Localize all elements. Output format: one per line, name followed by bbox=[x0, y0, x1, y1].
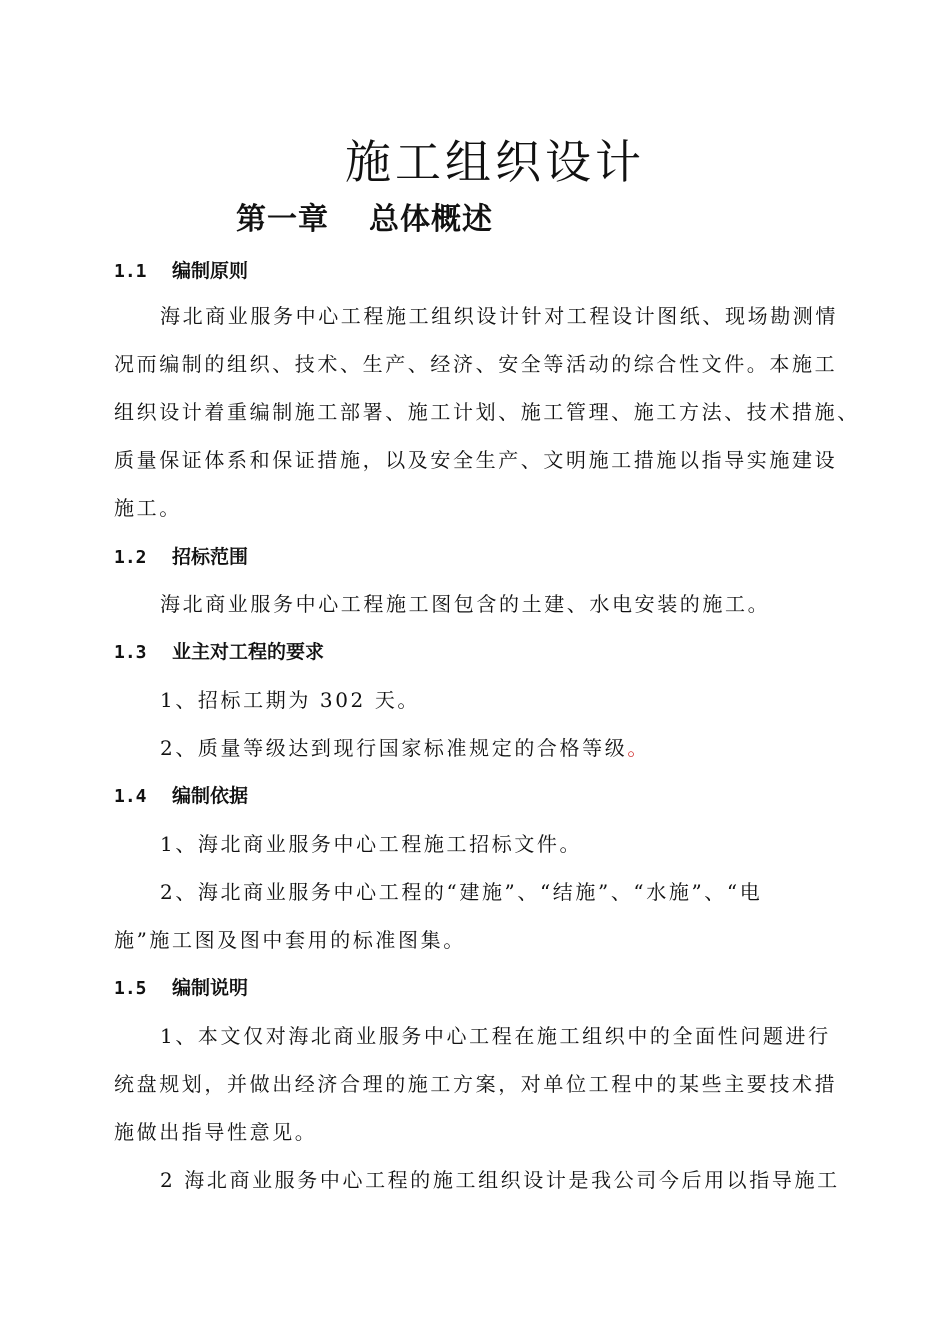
list-item: 1、招标工期为 302 天。 bbox=[160, 688, 421, 712]
paragraph-line: 海北商业服务中心工程施工图包含的土建、水电安装的施工。 bbox=[160, 592, 771, 616]
section-number: 1.3 bbox=[114, 642, 147, 663]
section-heading-1-4 bbox=[114, 781, 248, 808]
section-name: 编制说明 bbox=[172, 977, 249, 999]
section-name: 编制依据 bbox=[172, 785, 249, 807]
list-item bbox=[160, 732, 650, 761]
list-item: 2、海北商业服务中心工程的“建施”、“结施”、“水施”、“电 bbox=[160, 880, 763, 904]
list-item-text: 2、质量等级达到现行国家标准规定的合格等级 bbox=[160, 736, 628, 760]
paragraph-line: 施做出指导性意见。 bbox=[114, 1120, 318, 1144]
section-number: 1.2 bbox=[114, 547, 147, 568]
section-heading-1-1 bbox=[114, 256, 248, 283]
list-item: 1、海北商业服务中心工程施工招标文件。 bbox=[160, 832, 583, 856]
chapter-heading bbox=[236, 194, 493, 238]
paragraph-line: 施工。 bbox=[114, 496, 182, 520]
list-item: 1、本文仅对海北商业服务中心工程在施工组织中的全面性问题进行 bbox=[160, 1024, 831, 1048]
list-item: 2 海北商业服务中心工程的施工组织设计是我公司今后用以指导施工 bbox=[160, 1168, 840, 1192]
section-name: 业主对工程的要求 bbox=[172, 641, 325, 663]
end-mark: 。 bbox=[627, 736, 650, 760]
section-number: 1.5 bbox=[114, 978, 147, 999]
chapter-label: 第一章 bbox=[236, 202, 329, 237]
section-heading-1-2 bbox=[114, 542, 248, 569]
section-name: 招标范围 bbox=[172, 546, 249, 568]
section-heading-1-3 bbox=[114, 637, 324, 664]
chapter-name: 总体概述 bbox=[369, 202, 493, 237]
section-heading-1-5 bbox=[114, 973, 248, 1000]
section-number: 1.4 bbox=[114, 786, 147, 807]
paragraph-line: 海北商业服务中心工程施工组织设计针对工程设计图纸、现场勘测情 bbox=[160, 304, 838, 328]
section-name: 编制原则 bbox=[172, 260, 249, 282]
paragraph-line: 组织设计着重编制施工部署、施工计划、施工管理、施工方法、技术措施、 bbox=[114, 400, 860, 424]
paragraph-line: 质量保证体系和保证措施，以及安全生产、文明施工措施以指导实施建设 bbox=[114, 448, 838, 472]
document-title: 施工组织设计 bbox=[345, 135, 645, 189]
paragraph-line: 统盘规划，并做出经济合理的施工方案，对单位工程中的某些主要技术措 bbox=[114, 1072, 838, 1096]
section-number: 1.1 bbox=[114, 261, 147, 282]
paragraph-line: 况而编制的组织、技术、生产、经济、安全等活动的综合性文件。本施工 bbox=[114, 352, 838, 376]
paragraph-line: 施”施工图及图中套用的标准图集。 bbox=[114, 928, 466, 952]
